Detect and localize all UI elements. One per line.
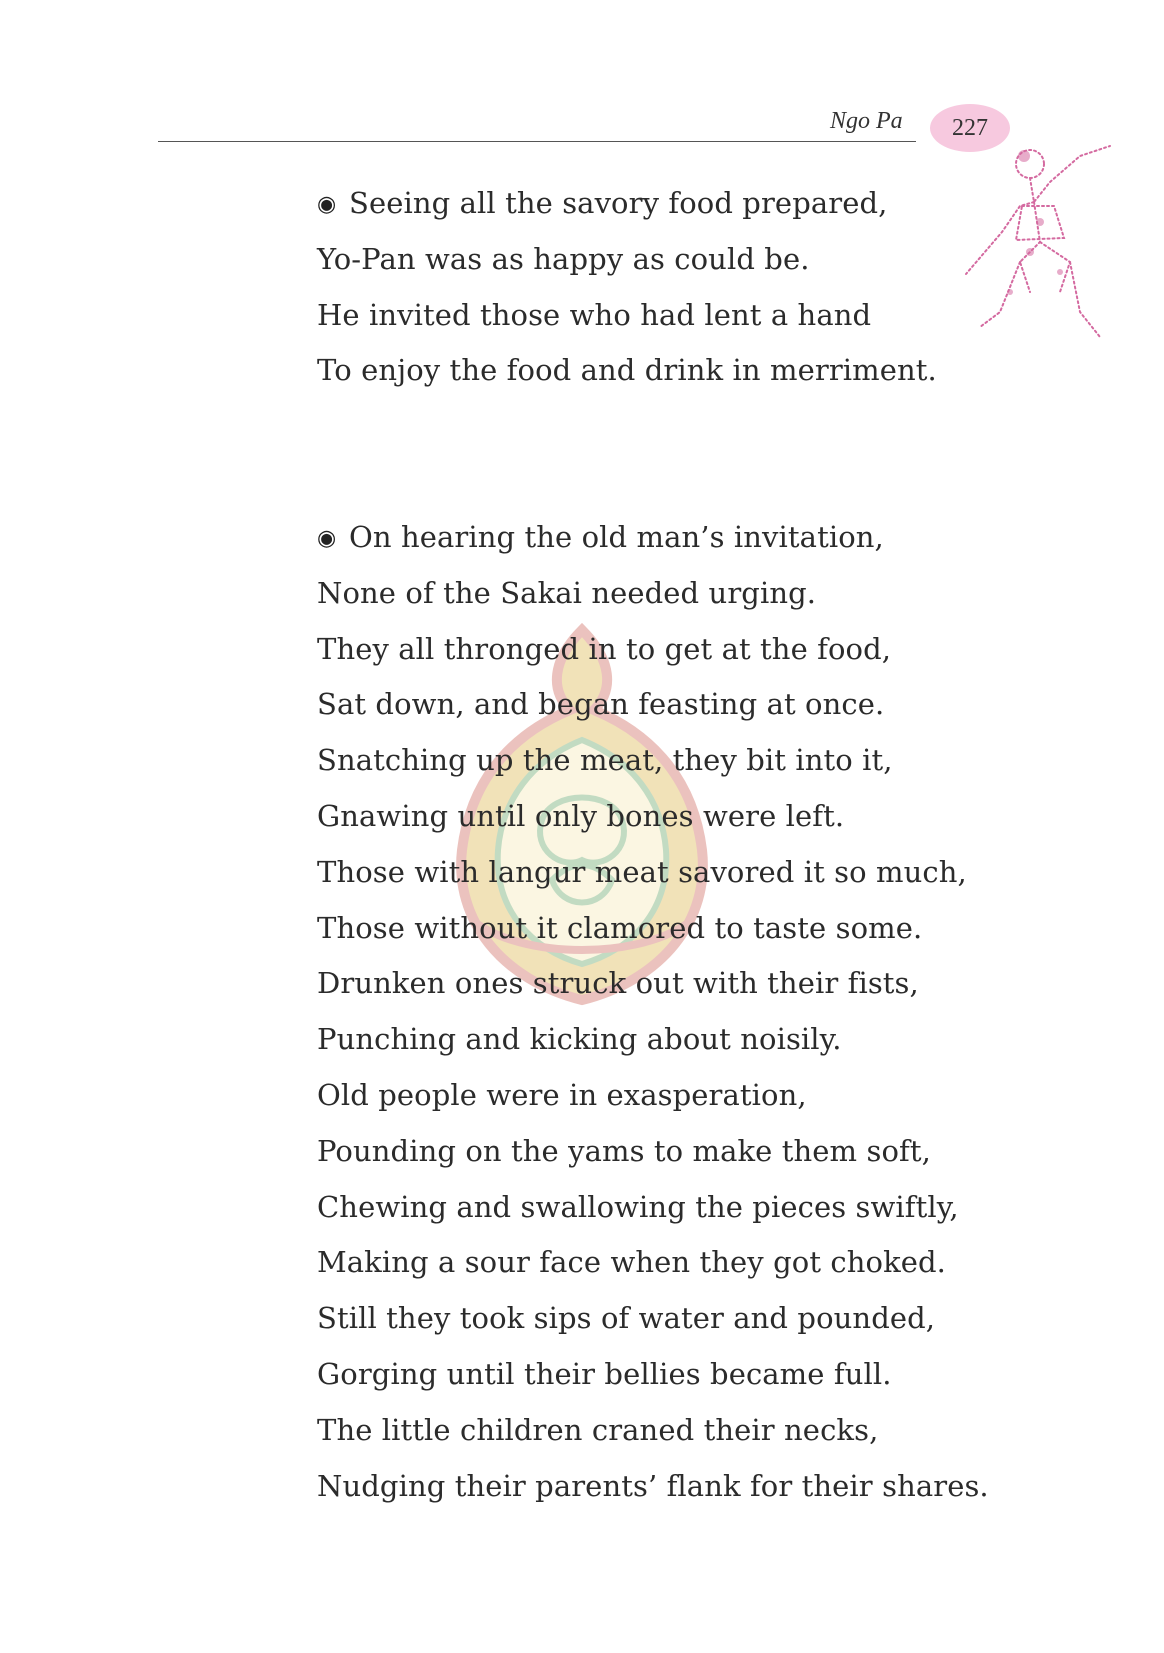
running-title: Ngo Pa — [830, 108, 903, 134]
verse-line: Drunken ones struck out with their fists, — [317, 966, 919, 1001]
verse-line: They all thronged in to get at the food, — [317, 631, 892, 666]
verse-line: Those with langur meat savored it so much, — [317, 854, 967, 889]
verse-line: Gnawing until only bones were left. — [317, 798, 845, 833]
verse-line: The little children craned their necks, — [317, 1412, 879, 1447]
verse-line: Yo-Pan was as happy as could be. — [317, 241, 810, 276]
stanza-2 — [317, 510, 989, 1514]
verse-line-text: On hearing the old man’s invitation, — [349, 520, 884, 554]
bullet-icon: ◉ — [317, 526, 337, 551]
verse-line: Those without it clamored to taste some. — [317, 910, 923, 945]
verse-line: He invited those who had lent a hand — [317, 297, 872, 332]
dancer-illustration — [960, 142, 1120, 347]
verse-line: Making a sour face when they got choked. — [317, 1245, 946, 1280]
verse-line: Chewing and swallowing the pieces swiftly, — [317, 1189, 959, 1224]
verse-line: Gorging until their bellies became full. — [317, 1356, 892, 1391]
verse-line: Nudging their parents’ flank for their shares. — [317, 1468, 989, 1503]
verse-line: Sat down, and began feasting at once. — [317, 687, 885, 722]
page-number: 227 — [952, 114, 988, 141]
verse-line — [317, 510, 989, 566]
verse-line: Pounding on the yams to make them soft, — [317, 1133, 931, 1168]
verse-line — [317, 176, 937, 232]
verse-line-text: Seeing all the savory food prepared, — [349, 186, 888, 220]
bullet-icon: ◉ — [317, 192, 337, 217]
verse-line: To enjoy the food and drink in merriment. — [317, 353, 937, 388]
stanza-1 — [317, 176, 937, 399]
verse-line: Punching and kicking about noisily. — [317, 1022, 842, 1057]
verse-line: Old people were in exasperation, — [317, 1077, 807, 1112]
verse-line: Snatching up the meat, they bit into it, — [317, 743, 893, 778]
header-rule — [158, 141, 916, 142]
verse-line: Still they took sips of water and pounded, — [317, 1301, 936, 1336]
verse-line: None of the Sakai needed urging. — [317, 575, 817, 610]
